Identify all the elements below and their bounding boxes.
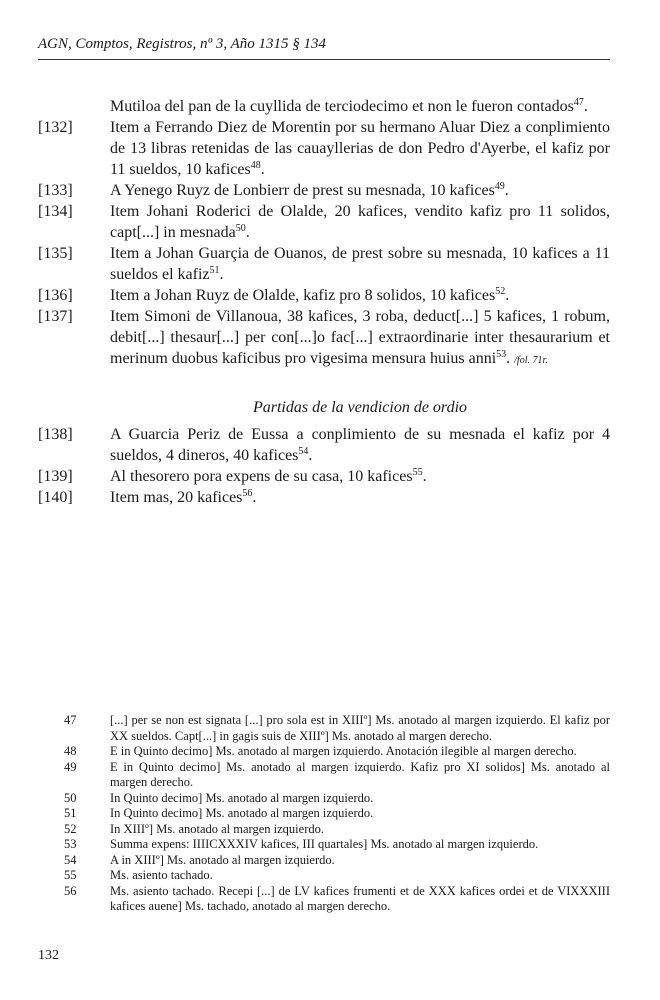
entries-list	[38, 117, 610, 371]
running-head: AGN, Comptos, Registros, nº 3, Año 1315 § 134	[38, 34, 610, 60]
entry	[38, 424, 610, 466]
footnote-ref: 55	[412, 467, 423, 478]
page-number: 132	[38, 948, 59, 963]
footnote	[38, 837, 610, 853]
punctuation: .	[219, 266, 224, 283]
footnote-ref: 48	[250, 160, 261, 171]
continuation-text: Mutiloa del pan de la cuyllida de terciodecimo et non le fueron contados	[110, 98, 574, 115]
footnote-text: In XIIIº] Ms. anotado al margen izquierdo.	[110, 821, 324, 836]
punctuation: .	[506, 350, 511, 367]
entry-number: [133]	[38, 182, 73, 199]
footnote-number: 50	[64, 790, 77, 805]
footnote-number: 48	[64, 744, 77, 758]
entry-number: [136]	[38, 287, 73, 304]
footnote-ref: 56	[242, 488, 253, 499]
footnote-number: 55	[64, 868, 77, 882]
footnote-text: In Quinto decimo] Ms. anotado al margen izquierdo.	[110, 806, 374, 820]
punctuation: .	[583, 98, 588, 115]
entry-number: [135]	[38, 245, 73, 262]
entry-number: [134]	[38, 203, 73, 220]
entry-text: Item mas, 20 kafices	[110, 489, 243, 506]
footnote-ref: 53	[496, 349, 507, 360]
entry-text: Item a Johan Guarçia de Ouanos, de prest sobre su mesnada, 10 kafices a 11 sueldos el kafiz	[110, 245, 610, 283]
footnote-ref: 47	[573, 97, 584, 108]
entry-text: Item Simoni de Villanoua, 38 kafices, 3 roba, deduct[...] 5 kafices, 1 robum, debit[...] thesaur[...] per con[...]o fac[...] extraordinarie inter thesaurarium et merinum duobus kaficibus pro vigesima mensura huius anni	[110, 308, 610, 367]
footnote-ref: 49	[494, 181, 505, 192]
footnote-ref: 50	[235, 223, 246, 234]
footnote-text: Ms. asiento tachado.	[110, 868, 213, 882]
footnote-ref: 52	[495, 286, 506, 297]
entry-number: [140]	[38, 489, 73, 506]
footnote-text: A in XIIIº] Ms. anotado al margen izquierdo.	[110, 852, 335, 867]
punctuation: .	[505, 287, 510, 304]
footnote-text: E in Quinto decimo] Ms. anotado al margen izquierdo. Kafiz pro XI solidos] Ms. anotado al margen derecho.	[110, 759, 610, 789]
footnote-number: 52	[64, 821, 77, 836]
punctuation: .	[504, 182, 509, 199]
entry-number: [137]	[38, 308, 73, 325]
entry	[38, 285, 610, 306]
footnote	[38, 791, 610, 807]
punctuation: .	[252, 489, 257, 506]
entry	[38, 180, 610, 201]
footnote-text: In Quinto decimo] Ms. anotado al margen izquierdo.	[110, 790, 374, 805]
punctuation: .	[260, 161, 265, 178]
footnote	[38, 806, 610, 822]
footnote-ref: 51	[209, 265, 220, 276]
footnote	[38, 822, 610, 838]
entry	[38, 466, 610, 487]
section-title: Partidas de la vendicion de ordio	[252, 399, 468, 416]
entry-text: A Yenego Ruyz de Lonbierr de prest su mesnada, 10 kafices	[110, 182, 495, 199]
entries-block	[38, 96, 610, 508]
entry-number: [139]	[38, 468, 73, 485]
punctuation: .	[422, 468, 427, 485]
footnote	[38, 884, 610, 915]
entry-number: [138]	[38, 426, 73, 443]
footnote-ref: 54	[298, 446, 309, 457]
footnote	[38, 760, 610, 791]
folio-marker: /fol. 71r.	[514, 355, 548, 366]
footnote-number: 51	[64, 806, 77, 820]
footnote	[38, 744, 610, 760]
footnote-number: 56	[64, 883, 77, 898]
footnote-number: 47	[64, 713, 77, 727]
entry-text: Item a Ferrando Diez de Morentin por su hermano Aluar Diez a conplimiento de 13 libras retenidas de las cauayllerias de don Pedro d'Ayerbe, el kafiz por 11 sueldos, 10 kafices	[110, 119, 610, 178]
footnote-text: Ms. asiento tachado. Recepi [...] de LV kafices frumenti et de XXX kafices ordei et de VIXXXIII kafices auene] Ms. tachado, anotado al margen derecho.	[110, 883, 610, 913]
entry	[38, 201, 610, 243]
punctuation: .	[245, 224, 250, 241]
entry	[38, 243, 610, 285]
punctuation: .	[308, 447, 313, 464]
footnotes	[38, 713, 610, 915]
entries-list-ordio	[38, 424, 610, 508]
continuation-paragraph	[38, 96, 610, 117]
entry-number: [132]	[38, 119, 73, 136]
footnote-number: 49	[64, 759, 77, 774]
entry	[38, 487, 610, 508]
entry-number-blank	[38, 96, 110, 117]
entry-text: Item Johani Roderici de Olalde, 20 kafices, vendito kafiz pro 11 solidos, capt[...] in mesnada	[110, 203, 610, 241]
entry	[38, 117, 610, 180]
entry-text: Item a Johan Ruyz de Olalde, kafiz pro 8 solidos, 10 kafices	[110, 287, 496, 304]
footnote	[38, 853, 610, 869]
footnote-text: Summa expens: IIIICXXXIV kafices, III quartales] Ms. anotado al margen izquierdo.	[110, 837, 539, 851]
footnote	[38, 868, 610, 884]
footnote-text: [...] per se non est signata [...] pro sola est in XIIIº] Ms. anotado al margen izquierdo. El kafiz por XX sueldos. Capt[...] in gagis suis de XIIIº] Ms. anotado al margen derecho.	[110, 713, 610, 743]
footnote-number: 54	[64, 852, 77, 867]
footnote-number: 53	[64, 837, 77, 851]
entry	[38, 306, 610, 371]
entry-text: A Guarcia Periz de Eussa a conplimiento de su mesnada el kafiz por 4 sueldos, 4 dineros, 40 kafices	[110, 426, 610, 464]
footnote	[38, 713, 610, 744]
footnote-text: E in Quinto decimo] Ms. anotado al margen izquierdo. Anotación ilegible al margen derecho.	[110, 744, 577, 758]
entry-text: Al thesorero pora expens de su casa, 10 kafices	[110, 468, 413, 485]
